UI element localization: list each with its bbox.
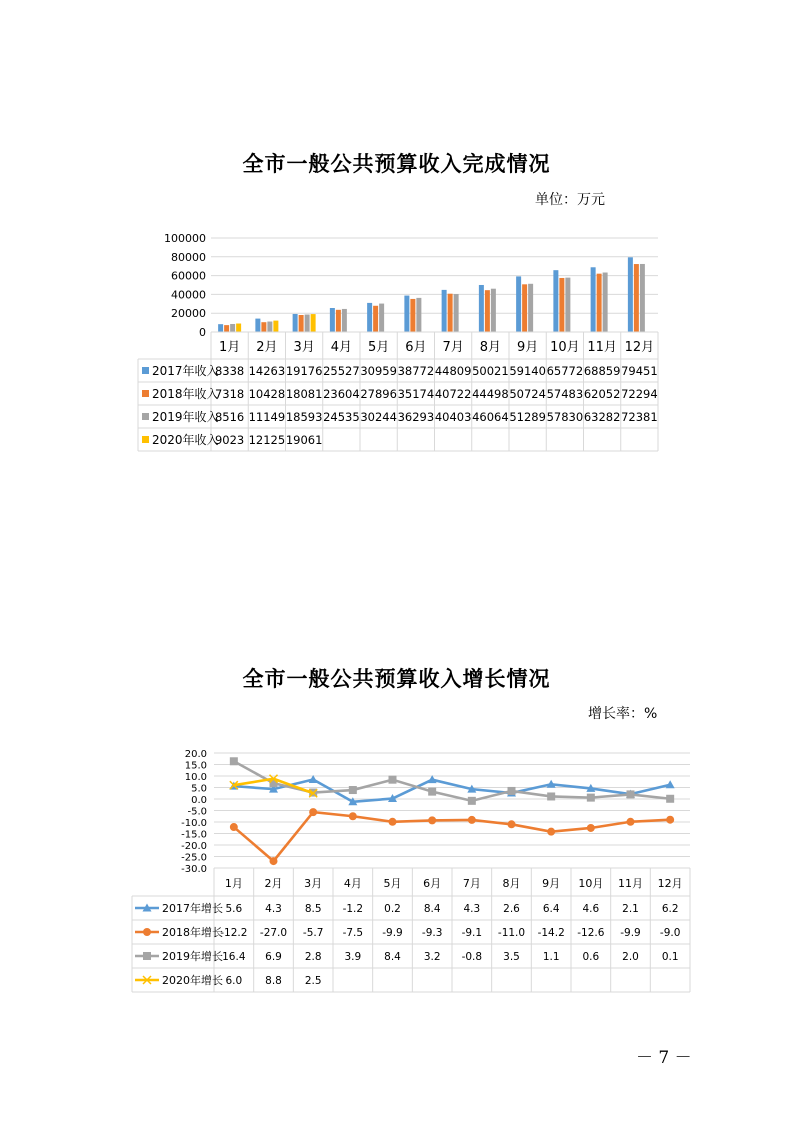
data-label: 19176: [285, 364, 323, 378]
x-tick-label: 11月: [587, 340, 617, 355]
bar: [261, 322, 266, 332]
data-label: 14263: [248, 364, 286, 378]
bar: [528, 284, 533, 332]
legend-label: 2020年增长: [162, 974, 223, 987]
bar: [591, 267, 596, 332]
bar: [410, 299, 415, 332]
x-tick-label: 3月: [304, 877, 323, 890]
y-tick-label: 20.0: [184, 749, 207, 760]
legend-marker: [143, 928, 151, 936]
bar: [267, 322, 272, 332]
bar: [230, 324, 235, 332]
data-point: [389, 776, 397, 784]
bar: [559, 278, 564, 332]
unit-label-growth: 增长率：%: [588, 706, 658, 722]
data-label: 8516: [214, 410, 245, 424]
y-tick-label: 20000: [171, 307, 206, 321]
legend-marker: [143, 952, 151, 960]
data-label: -11.0: [497, 927, 526, 939]
data-label: 12125: [248, 433, 286, 447]
data-point: [587, 794, 595, 802]
data-point: [230, 823, 238, 831]
data-label: 30959: [360, 364, 397, 378]
data-label: 68859: [583, 364, 621, 378]
x-tick-label: 7月: [462, 877, 481, 890]
y-tick-label: 5.0: [191, 783, 207, 795]
data-label: 2.6: [503, 903, 520, 915]
bar: [448, 294, 453, 332]
data-point: [508, 820, 516, 828]
data-point: [270, 857, 278, 865]
y-tick-label: 0: [199, 326, 206, 339]
y-tick-label: -5.0: [187, 806, 207, 818]
data-label: 23604: [323, 387, 360, 401]
x-tick-label: 1月: [224, 877, 243, 890]
data-point: [547, 792, 555, 800]
data-label: 50724: [509, 387, 546, 401]
x-tick-label: 6月: [405, 340, 427, 355]
x-tick-label: 9月: [542, 877, 561, 890]
data-point: [587, 824, 595, 832]
data-label: -0.8: [461, 951, 483, 963]
data-label: -9.0: [659, 927, 681, 939]
chart-title-revenue: 全市一般公共预算收入完成情况: [242, 151, 551, 176]
data-label: -12.6: [577, 927, 605, 939]
data-label: 59140: [509, 364, 546, 378]
x-tick-label: 2月: [256, 340, 278, 355]
data-point: [468, 816, 476, 824]
data-label: -9.9: [620, 927, 641, 939]
y-tick-label: -30.0: [181, 864, 207, 875]
y-tick-label: 80000: [171, 250, 206, 264]
data-label: 72294: [621, 387, 658, 401]
unit-label-revenue: 单位：万元: [535, 192, 605, 208]
bar: [367, 303, 372, 332]
y-tick-label: 0.0: [191, 795, 207, 806]
x-tick-label: 8月: [479, 340, 502, 355]
data-label: 4.3: [463, 903, 481, 915]
bar: [273, 321, 278, 332]
bar: [299, 315, 304, 332]
x-tick-label: 5月: [383, 877, 402, 890]
legend-label: 2017年收入: [152, 364, 219, 378]
data-label: 46064: [472, 410, 509, 424]
x-tick-label: 4月: [330, 340, 353, 355]
bar: [373, 306, 378, 332]
y-tick-label: 100000: [164, 232, 206, 245]
data-label: 10428: [248, 387, 286, 401]
x-tick-label: 12月: [657, 877, 683, 890]
data-label: -1.2: [342, 903, 364, 915]
x-tick-label: 7月: [442, 340, 464, 355]
data-label: 36293: [397, 410, 435, 424]
bar: [293, 314, 298, 332]
data-label: 40403: [434, 410, 472, 424]
legend-label: 2019年收入: [152, 410, 219, 424]
legend-label: 2017年增长: [162, 902, 223, 915]
bar: [404, 296, 409, 332]
data-label: 3.5: [503, 951, 520, 963]
bar: [479, 285, 484, 332]
data-point: [547, 828, 555, 836]
x-tick-label: 8月: [502, 877, 521, 890]
data-point: [428, 788, 436, 796]
data-label: 2.1: [622, 903, 639, 915]
bar: [522, 284, 527, 332]
bar: [416, 298, 421, 332]
x-tick-label: 3月: [293, 340, 315, 355]
data-label: -5.7: [302, 927, 324, 939]
bar: [336, 310, 341, 332]
data-label: 2.5: [304, 975, 322, 987]
data-label: 2.8: [304, 951, 322, 963]
data-label: 35174: [397, 387, 435, 401]
data-label: 18593: [285, 410, 323, 424]
data-label: 40722: [434, 387, 472, 401]
x-tick-label: 6月: [423, 877, 442, 890]
legend-swatch: [142, 367, 149, 374]
data-label: 38772: [397, 364, 435, 378]
data-label: -7.5: [342, 927, 364, 939]
x-tick-label: 12月: [624, 340, 655, 355]
x-tick-label: 4月: [343, 877, 362, 890]
legend-swatch: [142, 436, 149, 443]
data-label: 9023: [214, 433, 245, 447]
x-tick-label: 5月: [367, 340, 390, 355]
data-label: -9.9: [382, 927, 403, 939]
data-point: [666, 795, 674, 803]
bar: [634, 264, 639, 332]
bar: [565, 278, 570, 332]
data-label: 57483: [546, 387, 584, 401]
x-tick-label: 1月: [218, 340, 241, 355]
bar: [628, 257, 633, 332]
data-label: 11149: [248, 410, 286, 424]
data-point: [627, 818, 635, 826]
x-tick-label: 10月: [578, 877, 604, 890]
legend-swatch: [142, 413, 149, 420]
data-label: 51289: [509, 410, 546, 424]
y-tick-label: -15.0: [181, 829, 207, 841]
y-tick-label: 10.0: [184, 772, 207, 783]
x-tick-label: 2月: [264, 877, 283, 890]
bar: [454, 294, 459, 332]
bar: [597, 274, 602, 332]
data-label: 1.1: [542, 951, 560, 963]
data-label: 44809: [434, 364, 472, 378]
data-label: 6.4: [542, 903, 560, 915]
data-label: -14.2: [537, 927, 565, 939]
bar: [224, 325, 229, 332]
legend-label: 2019年增长: [162, 950, 223, 963]
data-label: 5.6: [225, 903, 243, 915]
data-label: 50021: [472, 364, 509, 378]
legend-label: 2018年增长: [162, 926, 223, 939]
data-label: 8338: [214, 364, 245, 378]
data-label: -12.2: [220, 927, 248, 939]
data-label: 8.4: [423, 903, 441, 915]
data-label: 57830: [546, 410, 584, 424]
x-tick-label: 10月: [550, 340, 580, 355]
data-label: 6.2: [661, 903, 679, 915]
data-label: 8.5: [304, 903, 322, 915]
data-label: 0.2: [384, 903, 401, 915]
bar: [553, 270, 558, 332]
data-label: 30244: [360, 410, 397, 424]
bar: [485, 290, 490, 332]
series-line: [234, 812, 670, 861]
data-label: 3.2: [423, 951, 441, 963]
page-number: － 7 －: [636, 1048, 692, 1068]
data-label: 6.9: [265, 951, 282, 963]
data-point: [627, 790, 635, 798]
data-point: [309, 808, 317, 816]
y-tick-label: -25.0: [181, 852, 207, 864]
data-label: 7318: [214, 387, 245, 401]
series-line: [234, 779, 670, 801]
data-label: 19061: [285, 433, 323, 447]
bar: [442, 290, 447, 332]
data-label: 72381: [621, 410, 658, 424]
data-point: [389, 818, 397, 826]
data-label: 63282: [583, 410, 621, 424]
data-label: -9.1: [461, 927, 483, 939]
y-tick-label: -10.0: [181, 818, 207, 829]
data-label: 62052: [583, 387, 621, 401]
data-label: 3.9: [344, 951, 362, 963]
y-tick-label: 15.0: [184, 760, 207, 772]
data-label: 27896: [360, 387, 397, 401]
data-label: 0.6: [582, 951, 600, 963]
data-label: -27.0: [259, 927, 288, 939]
data-label: 8.8: [265, 975, 282, 987]
legend-label: 2020年收入: [152, 433, 219, 447]
data-label: 65772: [546, 364, 584, 378]
legend-swatch: [142, 390, 149, 397]
y-tick-label: 40000: [171, 288, 206, 302]
bar: [342, 309, 347, 332]
bar: [311, 314, 316, 332]
x-tick-label: 9月: [516, 340, 539, 355]
y-tick-label: 60000: [171, 269, 206, 283]
data-label: 16.4: [222, 951, 246, 963]
bar: [379, 304, 384, 332]
data-label: 4.6: [582, 903, 600, 915]
legend-label: 2018年收入: [152, 387, 219, 401]
x-tick-label: 11月: [618, 877, 643, 890]
data-point: [666, 816, 674, 824]
bar: [603, 273, 608, 332]
data-label: 18081: [285, 387, 323, 401]
data-label: 0.1: [661, 951, 679, 963]
data-label: 24535: [323, 410, 360, 424]
data-label: 6.0: [225, 975, 243, 987]
bar: [305, 315, 310, 332]
chart-title-growth: 全市一般公共预算收入增长情况: [242, 666, 551, 691]
series-line: [234, 761, 670, 801]
data-label: 44498: [472, 387, 509, 401]
bar: [330, 308, 335, 332]
bar: [640, 264, 645, 332]
data-label: 25527: [323, 364, 360, 378]
data-label: 2.0: [622, 951, 639, 963]
data-label: 79451: [621, 364, 658, 378]
bar: [218, 324, 223, 332]
data-point: [508, 787, 516, 795]
bar: [491, 289, 496, 332]
data-label: -9.3: [421, 927, 443, 939]
bar: [236, 324, 241, 332]
data-point: [349, 786, 357, 794]
data-point: [349, 812, 357, 820]
data-point: [428, 816, 436, 824]
data-point: [468, 797, 476, 805]
bar: [255, 319, 260, 332]
y-tick-label: -20.0: [181, 841, 207, 852]
data-label: 8.4: [384, 951, 401, 963]
data-point: [230, 757, 238, 765]
data-label: 4.3: [265, 903, 282, 915]
bar: [516, 276, 521, 332]
